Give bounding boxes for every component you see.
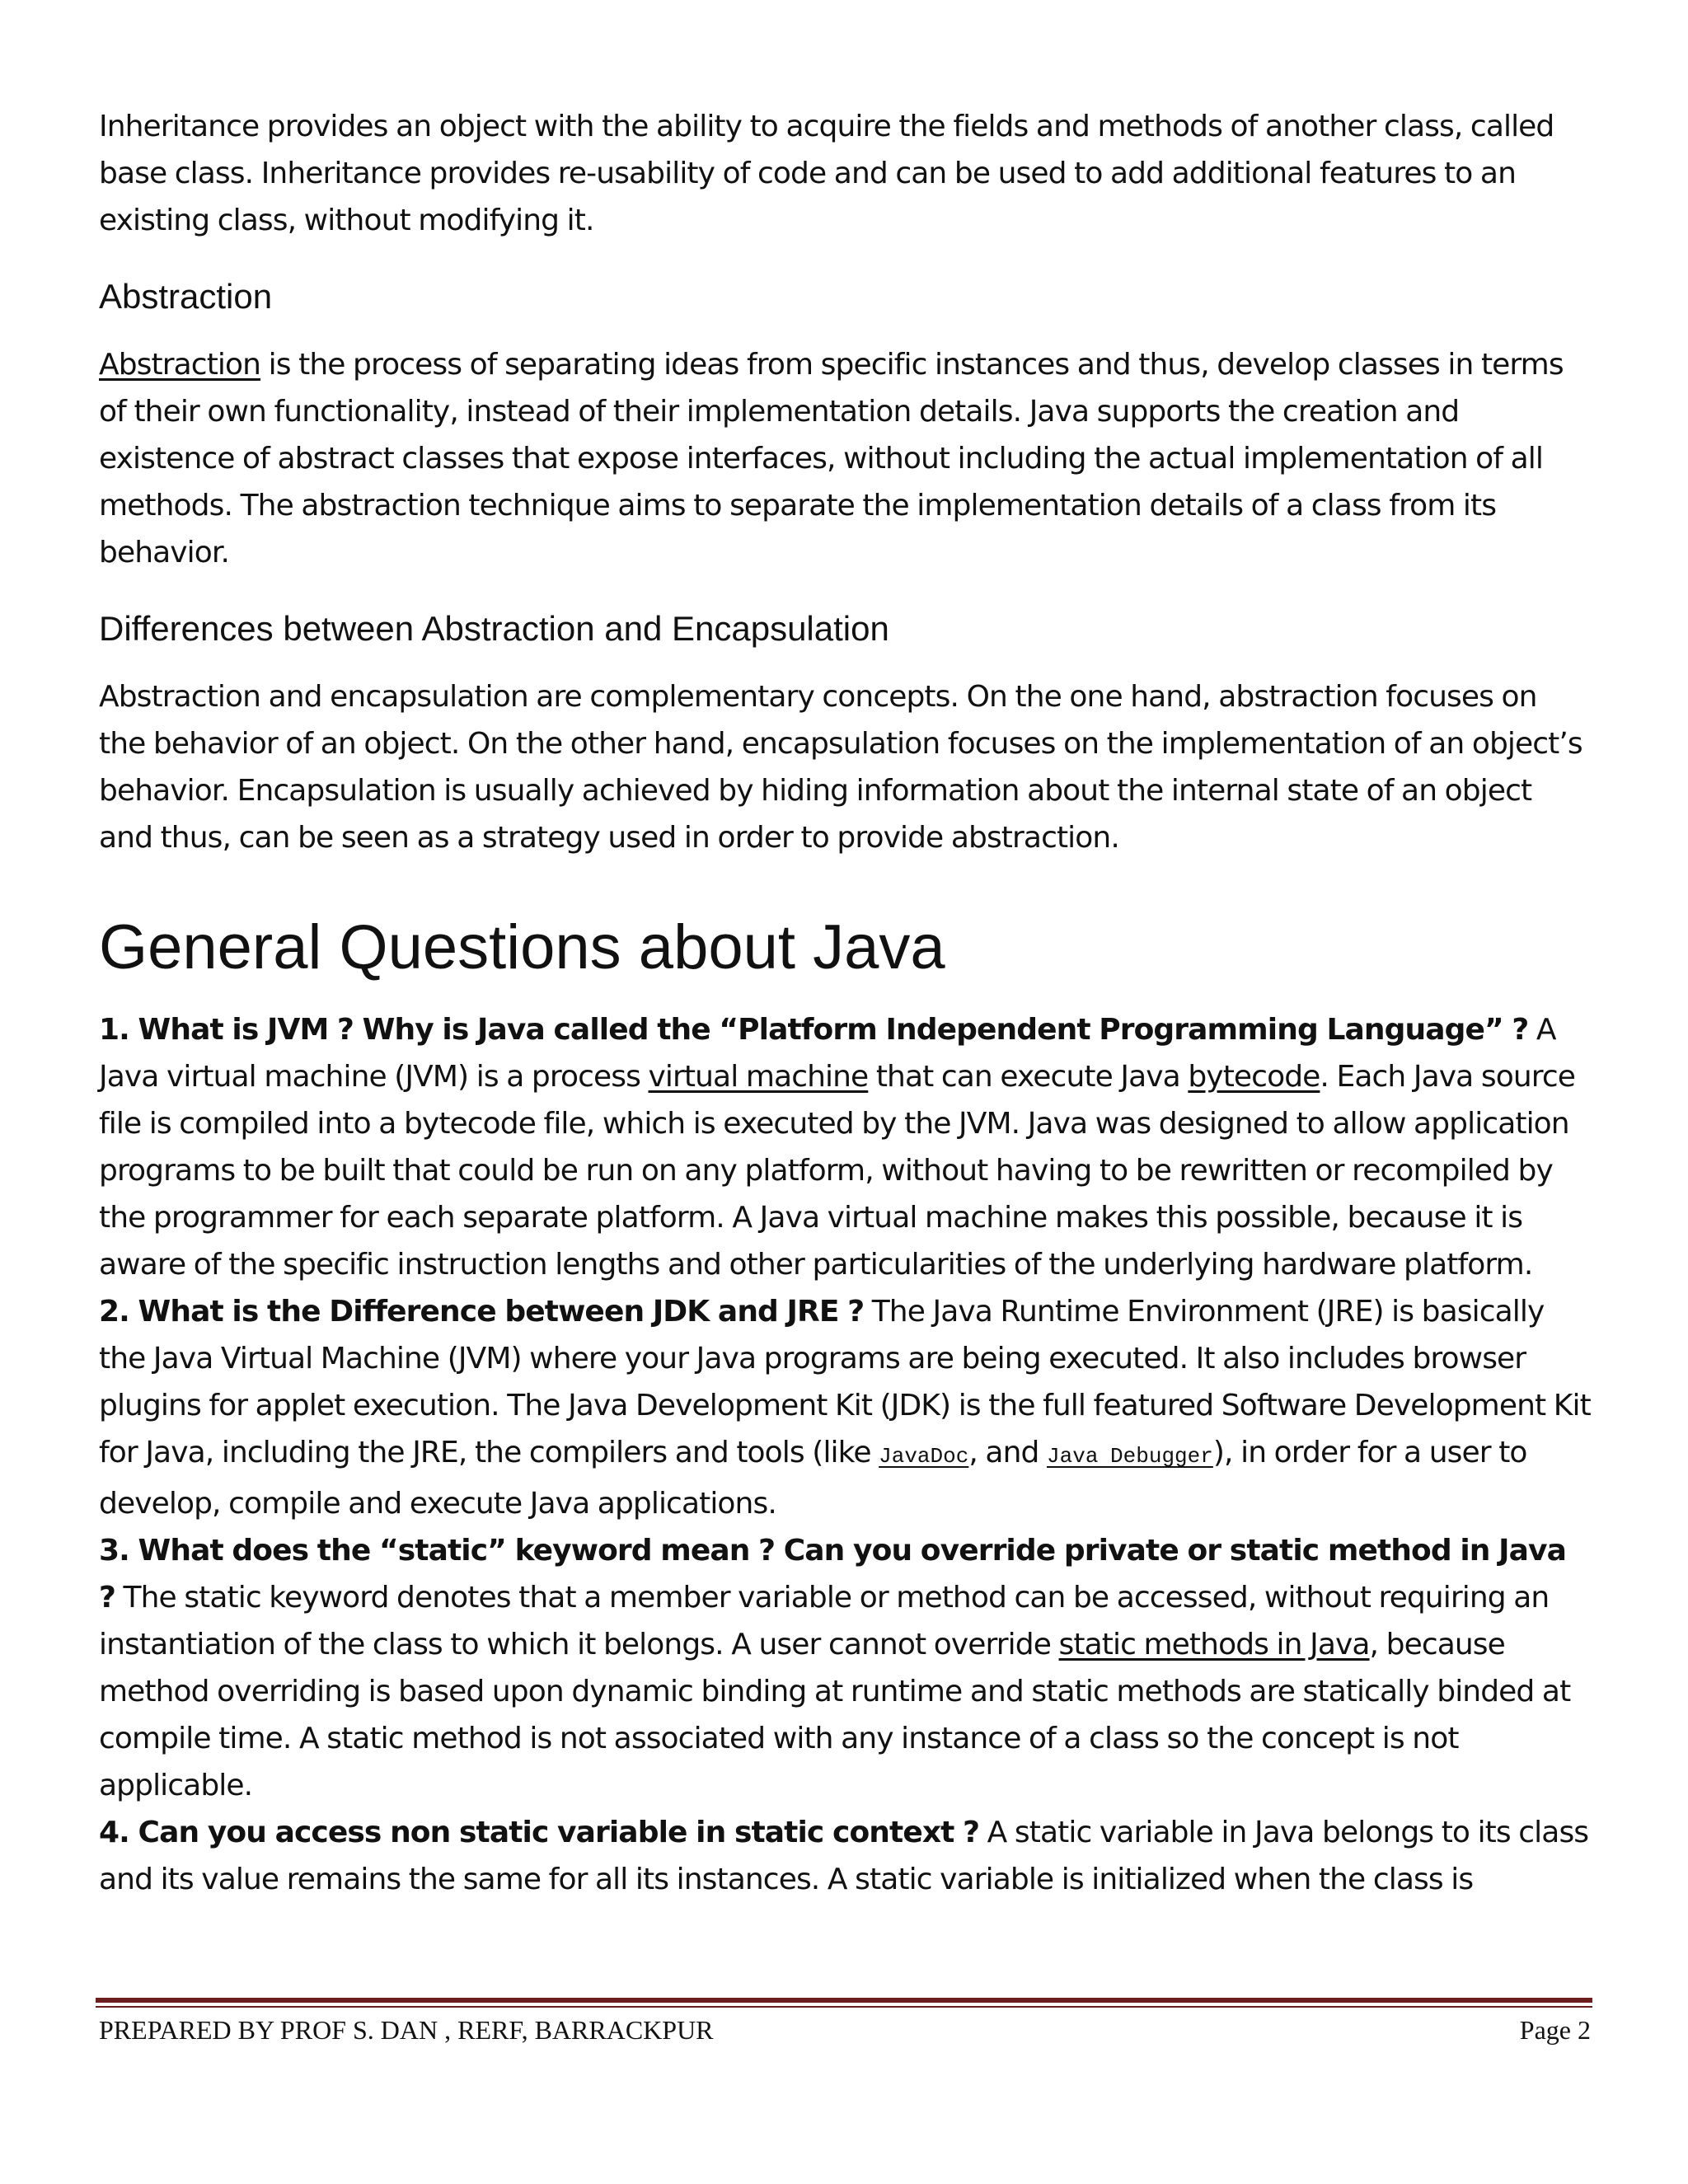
abstraction-text: is the process of separating ideas from specific instances and thus, develop classes in terms of their own functionality, instead of their implementation details. Java supports the creation and existence of abstract classes that expose interfaces, without including the actual implementation of all methods. The abstraction technique aims to separate the implementation details of a class from its behavior. [99,348,1564,569]
footer-rule-thin [96,2006,1592,2008]
question-2-title: 2. What is the Difference between JDK and JRE ? [99,1295,865,1329]
java-debugger-link[interactable]: Java Debugger [1047,1444,1213,1469]
abstraction-heading: Abstraction [99,277,273,316]
question-3-title: 3. What does the “static” keyword mean ? Can you override private or static method in Java ? [99,1534,1566,1615]
question-1-title: 1. What is JVM ? Why is Java called the “Platform Independent Programming Language” ? [99,1013,1529,1047]
question-4: 4. Can you access non static variable in static context ? A static variable in Java belongs to its class and its value remains the same for all its instances. A static variable is initialized when the class is [99,1816,1589,1896]
virtual-machine-link[interactable]: virtual machine [648,1060,869,1094]
page-content [99,103,1591,1903]
page-number: Page 2 [1519,2015,1591,2045]
section-title: General Questions about Java [99,912,945,982]
bytecode-link[interactable]: bytecode [1188,1060,1320,1094]
question-4-title: 4. Can you access non static variable in static context ? [99,1816,980,1849]
question-1: 1. What is JVM ? Why is Java called the “Platform Independent Programming Language” ? A Java virtual machine (JVM) is a process virtual machine that can execute Java bytecode. Each Java source file is compiled into a bytecode file, which is executed by the JVM. Java was designed to allow application programs to be built that could be run on any platform, without having to be rewritten or recompiled by the programmer for each separate platform. A Java virtual machine makes this possible, because it is aware of the specific instruction lengths and other particularities of the underlying hardware platform. [99,1013,1575,1282]
differences-heading: Differences between Abstraction and Encapsulation [99,609,889,648]
abstraction-link[interactable]: Abstraction [99,348,261,382]
footer-author: PREPARED BY PROF S. DAN , RERF, BARRACKPUR [99,2015,714,2045]
javadoc-link[interactable]: JavaDoc [879,1444,969,1469]
footer-rule-thick [96,1998,1592,2003]
differences-paragraph: Abstraction and encapsulation are complementary concepts. On the one hand, abstraction focuses on the behavior of an object. On the other hand, encapsulation focuses on the implementation of an object’s behavior. Encapsulation is usually achieved by hiding information about the internal state of an object and thus, can be seen as a strategy used in order to provide abstraction. [99,680,1582,855]
question-2: 2. What is the Difference between JDK and JRE ? The Java Runtime Environment (JRE) is basically the Java Virtual Machine (JVM) where your Java programs are being executed. It also includes browser plugins for applet execution. The Java Development Kit (JDK) is the full featured Software Development Kit for Java, including the JRE, the compilers and tools (like JavaDoc, and Java Debugger), in order for a user to develop, compile and execute Java applications. [99,1295,1591,1521]
question-3: 3. What does the “static” keyword mean ? Can you override private or static method in Java ? The static keyword denotes that a member variable or method can be accessed, without requiring an instantiation of the class to which it belongs. A user cannot override static methods in Java, because method overriding is based upon dynamic binding at runtime and static methods are statically binded at compile time. A static method is not associated with any instance of a class so the concept is not applicable. [99,1534,1571,1802]
static-methods-link[interactable]: static methods in Java [1058,1628,1370,1661]
abstraction-paragraph [99,341,1591,576]
inheritance-paragraph: Inheritance provides an object with the ability to acquire the fields and methods of another class, called base class. Inheritance provides re-usability of code and can be used to add additional features to an existing class, without modifying it. [99,110,1554,237]
